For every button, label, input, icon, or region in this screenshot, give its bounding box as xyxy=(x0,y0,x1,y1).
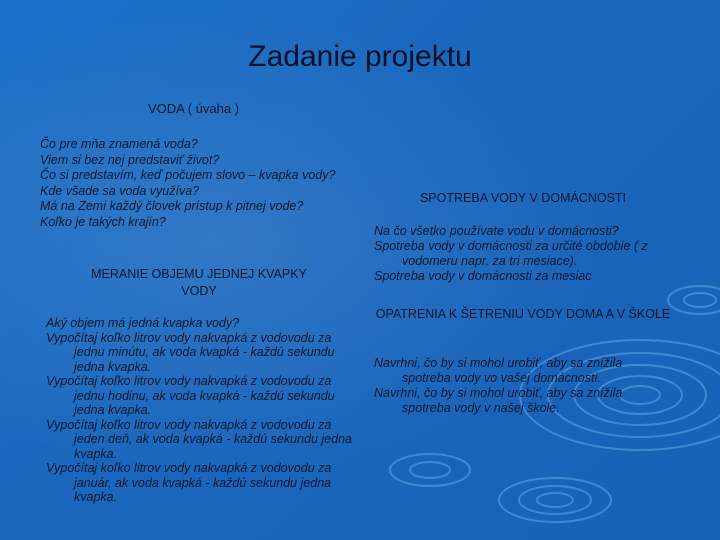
list-item: Navrhni, čo by si mohol urobiť, aby sa znížila spotreba vody vo vašej domácnosti. xyxy=(374,356,623,385)
saving-list xyxy=(374,356,674,416)
list-item: Čo si predstavím, keď počujem slovo – kvapka vody? xyxy=(40,168,336,182)
list-item: Kde všade sa voda využíva? xyxy=(40,183,200,198)
measure-heading: MERANIE OBJEMU JEDNEJ KVAPKY VODY xyxy=(91,267,307,298)
measure-list xyxy=(46,316,356,505)
list-item: Má na Zemi každý človek prístup k pitnej vode? xyxy=(40,199,304,213)
list-item: Na čo všetko používate vodu v domácnosti? xyxy=(374,224,619,238)
list-item: Spotreba vody v domácnosti za určité obdobie ( z vodomeru napr. za tri mesiace). xyxy=(374,239,648,268)
home-usage-list xyxy=(374,224,674,284)
list-item: Navrhni, čo by si mohol urobiť, aby sa znížila spotreba vody v našej škole. xyxy=(374,386,623,415)
list-item: Vypočítaj koľko litrov vody nakvapká z vodovodu za jednu minútu, ak voda kvapká - každú sekundu jedna kvapka. xyxy=(46,330,335,374)
list-item: Koľko je takých krajín? xyxy=(40,214,166,229)
slide-title: Zadanie projektu xyxy=(248,40,472,73)
home-usage-heading: SPOTREBA VODY V DOMÁCNOSTI xyxy=(419,191,627,205)
list-item: Viem si bez nej predstaviť život? xyxy=(40,152,220,167)
saving-heading: OPATRENIA K ŠETRENIU VODY DOMA A V ŠKOLE xyxy=(375,307,671,321)
list-item: Spotreba vody v domácnosti za mesiac xyxy=(374,269,592,283)
question-list xyxy=(40,137,360,230)
list-item: Vypočítaj koľko litrov vody nakvapká z vodovodu za jednu hodinu, ak voda kvapká - každú sekundu jedna kvapka. xyxy=(46,374,335,417)
list-item: Čo pre mňa znamená voda? xyxy=(40,137,198,151)
list-item: Aký objem má jedná kvapka vody? xyxy=(46,316,240,330)
list-item: Vypočítaj koľko litrov vody nakvapká z vodovodu za jeden deň, ak voda kvapká - každú sekundu jedna kvapka. xyxy=(46,417,352,461)
list-item: Vypočítaj koľko litrov vody nakvapká z vodovodu za január, ak voda kvapká - každú sekundu jedna kvapka. xyxy=(46,461,332,504)
subtitle-voda: VODA ( úvaha ) xyxy=(148,101,240,116)
